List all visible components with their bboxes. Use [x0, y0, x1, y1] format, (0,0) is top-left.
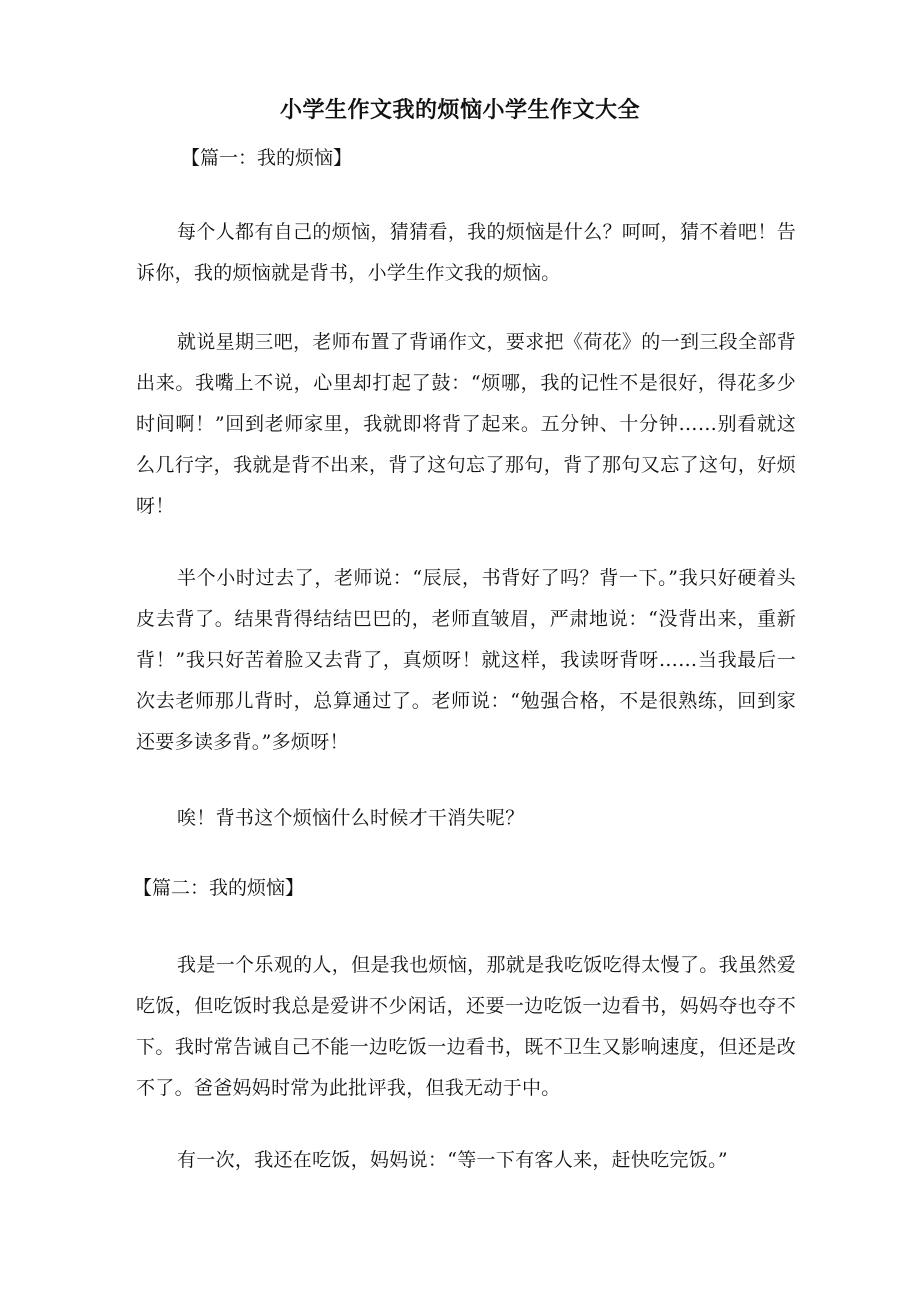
- section-1-paragraph-1: 每个人都有自己的烦恼，猜猜看，我的烦恼是什么？呵呵，猜不着吧！告诉你，我的烦恼就是背书，小学生作文我的烦恼。: [136, 221, 796, 284]
- section-1-paragraph-4: 唉！背书这个烦恼什么时候才干消失呢？: [177, 807, 525, 829]
- section-2-paragraph-1: 我是一个乐观的人，但是我也烦恼，那就是我吃饭吃得太慢了。我虽然爱吃饭，但吃饭时我总是爱讲不少闲话，还要一边吃饭一边看书，妈妈夺也夺不下。我时常告诫自己不能一边吃饭一边看书，既不卫生又影响速度，但还是改不了。爸爸妈妈时常为此批评我，但我无动于中。: [136, 954, 796, 1099]
- section-1-paragraph-2: 就说星期三吧，老师布置了背诵作文，要求把《荷花》的一到三段全部背出来。我嘴上不说，心里却打起了鼓：“烦哪，我的记性不是很好，得花多少时间啊！”回到老师家里，我就即将背了起来。五分钟、十分钟……别看就这么几行字，我就是背不出来，背了这句忘了那句，背了那句又忘了这句，好烦呀！: [136, 331, 796, 517]
- section-1-paragraph-3: 半个小时过去了，老师说：“辰辰，书背好了吗？背一下。”我只好硬着头皮去背了。结果背得结结巴巴的，老师直皱眉，严肃地说：“没背出来，重新背！”我只好苦着脸又去背了，真烦呀！就这样，我读呀背呀……当我最后一次去老师那儿背时，总算通过了。老师说：“勉强合格，不是很熟练，回到家还要多读多背。”多烦呀！: [136, 567, 796, 753]
- section-2-paragraph-2: 有一次，我还在吃饭，妈妈说：“等一下有客人来，赶快吃完饭。”: [177, 1149, 728, 1171]
- document-title: 小学生作文我的烦恼小学生作文大全: [279, 98, 640, 123]
- section-1-heading: 【篇一：我的烦恼】: [181, 147, 353, 169]
- section-2-heading: 【篇二：我的烦恼】: [133, 877, 305, 899]
